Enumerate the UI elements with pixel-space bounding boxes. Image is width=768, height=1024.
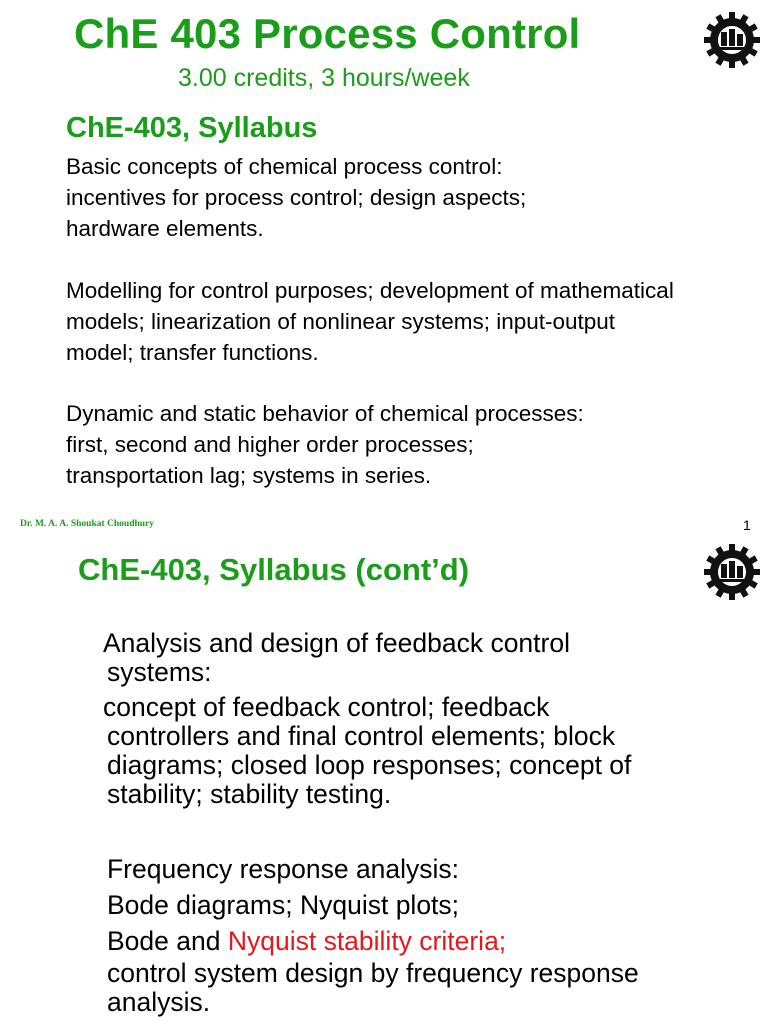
text-line: stability; stability testing. (107, 779, 392, 809)
bode-nyquist-line (107, 923, 506, 959)
frequency-response-block (107, 851, 506, 959)
text-line: Basic concepts of chemical process control: (66, 154, 503, 179)
control-design-block (107, 959, 639, 1017)
text-line: analysis. (107, 987, 211, 1017)
text-line: model; transfer functions. (66, 340, 319, 365)
course-title: ChE 403 Process Control (74, 10, 581, 57)
text-line: controllers and final control elements; block (107, 721, 616, 751)
text-line: transportation lag; systems in series. (66, 463, 432, 488)
syllabus-paragraph-3 (66, 398, 584, 491)
text-line: concept of feedback control; feedback (103, 692, 550, 722)
text-line: Analysis and design of feedback control (103, 628, 570, 658)
university-gear-logo-icon (702, 542, 762, 602)
feedback-concepts-block (103, 693, 631, 809)
feedback-analysis-block (103, 629, 570, 687)
text-line: Dynamic and static behavior of chemical processes: (66, 401, 584, 426)
text-line: models; linearization of nonlinear systems; input-output (66, 309, 616, 334)
syllabus-heading: ChE-403, Syllabus (66, 112, 318, 144)
syllabus-paragraph-1 (66, 151, 526, 244)
text-line: diagrams; closed loop responses; concept of (107, 750, 632, 780)
text-line: control system design by frequency response (107, 958, 639, 988)
bode-prefix-text: Bode and (107, 926, 228, 956)
page-number: 1 (743, 517, 751, 533)
text-line: Bode diagrams; Nyquist plots; (107, 890, 460, 920)
university-gear-logo-icon (702, 10, 762, 70)
text-line: Modelling for control purposes; development of mathematical (66, 278, 674, 303)
course-credits: 3.00 credits, 3 hours/week (178, 64, 470, 92)
syllabus-paragraph-2 (66, 275, 674, 368)
text-line: systems: (107, 657, 212, 687)
syllabus-contd-heading: ChE-403, Syllabus (cont’d) (78, 552, 470, 587)
text-line: incentives for process control; design aspects; (66, 185, 527, 210)
text-line: first, second and higher order processes; (66, 432, 474, 457)
text-line: Frequency response analysis: (107, 854, 460, 884)
text-line: hardware elements. (66, 216, 264, 241)
footer-author: Dr. M. A. A. Shoukat Choudhury (20, 519, 155, 529)
nyquist-highlight-text: Nyquist stability criteria; (227, 926, 507, 956)
